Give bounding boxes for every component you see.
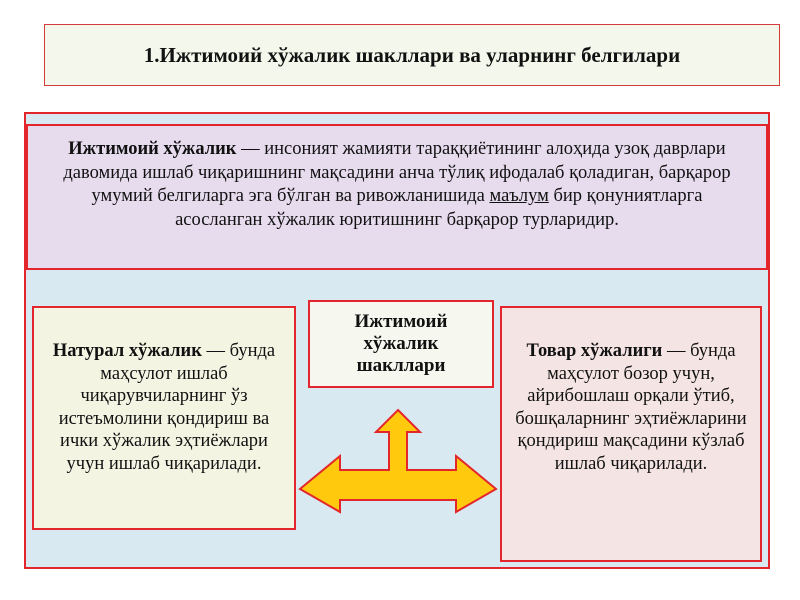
natural-economy-box	[32, 306, 296, 530]
definition-box	[26, 124, 768, 270]
center-line-2: хўжалик	[363, 333, 439, 354]
three-way-arrow-shape	[300, 410, 496, 512]
natural-economy-term: Натурал хўжалик	[52, 341, 202, 361]
commodity-economy-text: — бунда маҳсулот бозор учун, айрибошлаш орқали ўтиб, бошқаларнинг эҳтиёжларини қондириш мақсадини кўзлаб ишлаб чиқарилади.	[515, 341, 747, 474]
center-line-1: Ижтимоий	[354, 311, 448, 332]
commodity-economy-box	[500, 306, 762, 562]
page-title: 1.Ижтимоий хўжалик шакллари ва уларнинг белгилари	[143, 42, 681, 67]
commodity-economy-term: Товар хўжалиги	[526, 341, 663, 361]
center-node	[308, 300, 494, 388]
definition-text-after: бир қонуниятларга асосланган хўжалик юритишнинг барқарор турларидир.	[175, 186, 703, 230]
definition-text-before: — инсоният жамияти тараққиётининг алоҳида узоқ даврлари давомида ишлаб чиқаришнинг мақсадини анча тўлиқ ифодалаб қоладиган, барқарор умумий белгиларга эга бўлган ва ривожланишида	[63, 139, 731, 206]
center-line-3: шакллари	[356, 355, 446, 376]
three-way-arrow-icon	[296, 408, 500, 516]
definition-term: Ижтимоий хўжалик	[68, 139, 237, 159]
natural-economy-text: — бунда маҳсулот ишлаб чиқарувчиларнинг ўз истеъмолини қондириш ва ички хўжалик эҳтиёжлари учун ишлаб чиқарилади.	[58, 341, 276, 474]
definition-underlined-word: маълум	[489, 186, 549, 206]
title-box	[44, 24, 780, 86]
